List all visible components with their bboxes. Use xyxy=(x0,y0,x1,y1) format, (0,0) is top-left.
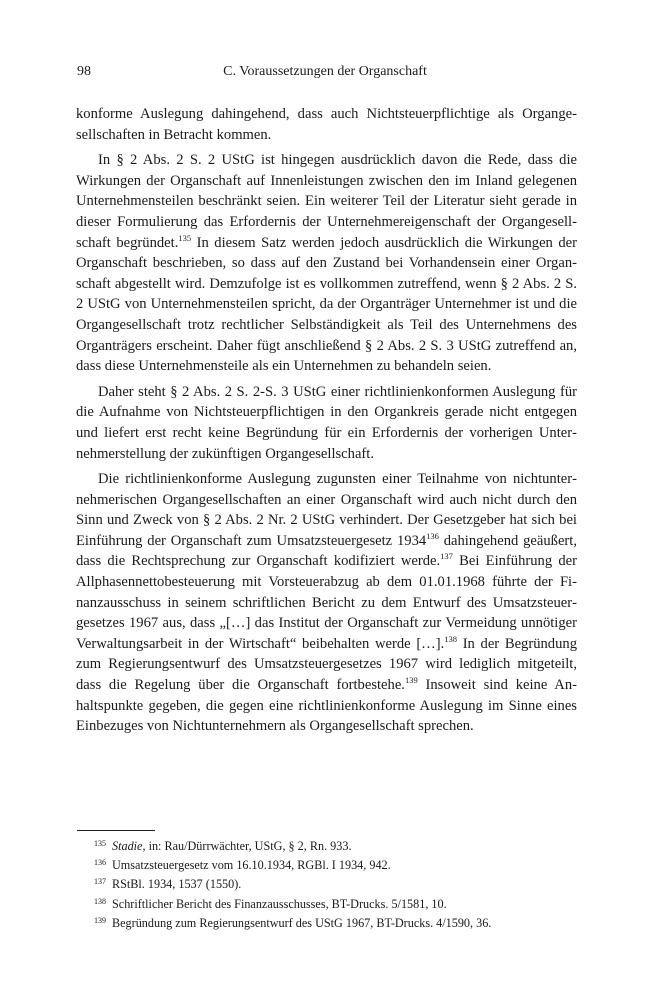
footnote-rule xyxy=(77,830,155,831)
paragraph xyxy=(76,150,577,377)
footnote-text: RStBl. 1934, 1537 (1550). xyxy=(112,877,242,892)
footnote-text: , in: Rau/Dürrwächter, UStG, § 2, Rn. 933. xyxy=(142,839,352,853)
paragraph-text: Die richtlinienkonforme Auslegung zugunsten einer Teilnahme von nichtunternehmerischen Organgesellschaften an einer Organschaft wird auch nicht durch den Sinn und Zweck von § 2 Abs. 2 Nr. 2 UStG verhindert. Der Gesetzgeber hat sich bei Einführung der Organschaft zum Umsatzsteuergesetz 1934 xyxy=(76,471,577,549)
footnote: 136 Umsatzsteuergesetz vom 16.10.1934, RGBl. I 1934, 942. xyxy=(94,858,391,873)
paragraph-text: dahingehend geäußert, dass die Rechtsprechung zur Organschaft kodifiziert werde. xyxy=(76,532,577,570)
paragraph-text: In diesem Satz werden jedoch ausdrücklich die Wirkungen der Organschaft beschrieben, so dass auf den Zustand bei Vorhandensein einer Organschaft abgestellt wird. Demzufolge ist es vollkommen zutreffend, wenn § 2 Abs. 2 S. 2 UStG von Unternehmensteilen spricht, da der Organträger Unternehmer ist und die Organgesellschaft trotz rechtlicher Selbständigkeit als Teil des Unternehmens des Organträgers erscheint. Daher fügt anschließend § 2 Abs. 2 S. 3 UStG zutreffend an, dass diese Unternehmensteile als ein Unternehmen zu behandeln seien. xyxy=(76,234,577,375)
footnote-text: Umsatzsteuergesetz vom 16.10.1934, RGBl. I 1934, 942. xyxy=(112,858,391,873)
footnote-marker[interactable]: 137 xyxy=(440,551,453,562)
footnotes xyxy=(94,837,578,933)
footnote-marker[interactable]: 138 xyxy=(444,633,458,644)
paragraph-text: Bei Einführung der Allphasennettobesteuerung mit Vorsteuerabzug ab dem 01.01.1968 führte der Finanzausschuss in seinem schriftlichen Bericht zu dem Entwurf des Umsatzsteuergesetzes 1967 aus, dass „[…] das Institut der Organschaft zur Vermeidung unnötiger Verwaltungsarbeit in der Wirtschaft“ beibehalten werde […]. xyxy=(76,553,577,652)
footnote-author: Stadie xyxy=(112,839,143,853)
footnote-marker[interactable]: 139 xyxy=(404,675,418,686)
page-number: 98 xyxy=(77,64,91,79)
footnote-marker[interactable]: 135 xyxy=(178,232,192,243)
footnote: 137 RStBl. 1934, 1537 (1550). xyxy=(94,877,242,892)
footnote-marker[interactable]: 136 xyxy=(426,530,439,541)
footnote-text: Schriftlicher Bericht des Finanzausschusses, BT-Drucks. 5/1581, 10. xyxy=(112,896,447,911)
paragraph xyxy=(76,469,577,737)
footnote: 138 Schriftlicher Bericht des Finanzausschusses, BT-Drucks. 5/1581, 10. xyxy=(94,896,447,911)
paragraph xyxy=(76,382,577,464)
paragraph xyxy=(76,104,577,145)
footnote: 135 Stadie, in: Rau/Dürrwächter, UStG, § 2, Rn. 933. xyxy=(94,839,352,853)
footnote: 139 Begründung zum Regierungsentwurf des UStG 1967, BT-Drucks. 4/1590, 36. xyxy=(94,915,492,930)
paragraph-text: In der Begründung zum Regierungsentwurf des Umsatzsteuergesetzes 1967 wird lediglich mitgeteilt, dass die Regelung über die Organschaft fortbestehe. xyxy=(76,635,577,694)
paragraph-text: konforme Auslegung dahingehend, dass auch Nichtsteuerpflichtige als Organgesellschaften in Betracht kommen. xyxy=(76,106,577,143)
footnote-text: Begründung zum Regierungsentwurf des UStG 1967, BT-Drucks. 4/1590, 36. xyxy=(112,915,492,930)
paragraph-text: Insoweit sind keine Anhaltspunkte gegeben, die gegen eine richtlinienkonforme Auslegung im Sinne eines Einbezuges von Nichtunternehmern als Organgesellschaft sprechen. xyxy=(76,677,577,735)
paragraph-text: Daher steht § 2 Abs. 2 S. 2-S. 3 UStG einer richtlinienkonformen Auslegung für die Aufnahme von Nichtsteuerpflichtigen in den Organkreis gerade nicht entgegen und liefert erst recht keine Begründung für ein Erfordernis der vorherigen Unternehmerstellung der zukünftigen Organgesellschaft. xyxy=(76,383,577,462)
running-head: C. Voraussetzungen der Organschaft xyxy=(223,64,427,79)
paragraph-text: In § 2 Abs. 2 S. 2 UStG ist hingegen ausdrücklich davon die Rede, dass die Wirkungen der Organschaft auf Innenleistungen zwischen den im Inland gelegenen Unternehmensteilen beschränkt seien. Ein weiterer Teil der Literatur sieht gerade in dieser Formulierung das Erfordernis der Unternehmereigenschaft der Organgesellschaft begründet. xyxy=(76,152,577,251)
body-text xyxy=(76,104,577,742)
